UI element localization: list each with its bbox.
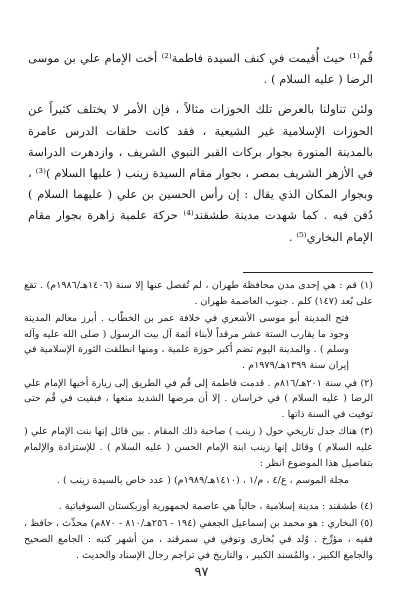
footnote-2: (٢) في سنة ٢٠١هـ/٨١٦م . قدمت فاطمة إلى قُم في الطريق إلى زيارة أخيها الإمام علي الرضا ( عليه السلام ) في خراسان . إلا أن مرضها الشديد منعها ، فبقيت في قُم حتى توفيت في السنة ذاتها . bbox=[24, 377, 373, 420]
footnote-separator bbox=[243, 272, 373, 273]
footnote-1: (١) قم : هي إحدى مدن محافظة طهران ، لم تُفصل عنها إلا سنة (١٤٠٦هـ/١٩٨٦م) . تقع على بُعد (١٤٧) كلم . جنوب العاصمة طهران . bbox=[24, 280, 373, 307]
footnote-3: (٣) هناك جدل تاريخي حول ( زينب ) صاحبة ذلك المقام . بين قائل إنها بنت الإمام علي ( عليه السلام ) وقائل إنها زينب ابنة الإمام الحسن ( عليه السلام ) . للإستزادة والإلمام بتفاصيل هذا الموضوع انظر : bbox=[24, 426, 373, 469]
footnote-5: (٥) البخاري : هو محمد بن إسماعيل الجعفي (١٩٤ - ٢٥٦هـ/٨١٠ - ٨٧٠م) محدِّث ، حافظ ، فقيه ، مؤرِّخ . وُلد في بُخارى وتوفي في سمرقند ، من أشهر كتبه : الجامع الصحيح والجامع الكبير ، والمُسند الكبير ، والتاريخ في تراجم رجال الإسناد والحديث . bbox=[24, 518, 374, 561]
paragraph-1: قُم⁽¹⁾ حيث أُقيمت في كنف السيدة فاطمة⁽²⁾ أخت الإمام علي بن موسى الرضا ( عليه السلام ) . bbox=[28, 51, 373, 87]
page-number: ٩٧ bbox=[194, 565, 209, 580]
footnote-3-reference: مجلة الموسم ، ع/٤ ، م/١ ، (١٤١٠هـ/١٩٨٩م) ( عدد خاص بالسيدة زينب ) . bbox=[56, 475, 349, 487]
main-text bbox=[28, 48, 373, 248]
footnote-1-continued: فتح المدينة أبو موسى الأشعري في خلافة عمر بن الخطّاب . أبرز معالم المدينة وجود ما يقارب الستة عشر مرقداً لأبناء أئمة آل بيت الرسول ( صلى الله عليه وآله وسلم ) . والمدينة اليوم تضم أكبر حوزة علمية ، ومنها انطلقت الثورة الإسلامية في إيران سنة ١٣٩٩هـ/١٩٧٩م . bbox=[24, 313, 349, 371]
footnote-4: (٤) طشقند : مدينة إسلامية ، حالياً هي عاصمة لجمهورية أوزبكستان السوفياتية . bbox=[58, 500, 373, 512]
paragraph-2: ولئن تناولنا بالعرض تلك الحوزات مثالاً ، فإن الأمر لا يختلف كثيراً عن الحوزات الإسلامية غير الشيعية ، فقد كانت حلقات الدرس عامرة بالمدينة المنورة بجوار بركات القبر النبوي الشريف ، وازدهرت الدراسة في الأزهر الشريف بمصر ، بجوار مقام السيدة زينب ( عليها السلام )⁽³⁾ ، وبجوار المكان الذي يقال : إن رأس الحسين بن علي ( عليهما السلام ) دُفن فيه . كما شهدت مدينة طشقند⁽⁴⁾ حركة علمية زاهرة بجوار مقام الإمام البخاري⁽⁵⁾ . bbox=[28, 102, 373, 244]
footnotes bbox=[24, 278, 373, 563]
